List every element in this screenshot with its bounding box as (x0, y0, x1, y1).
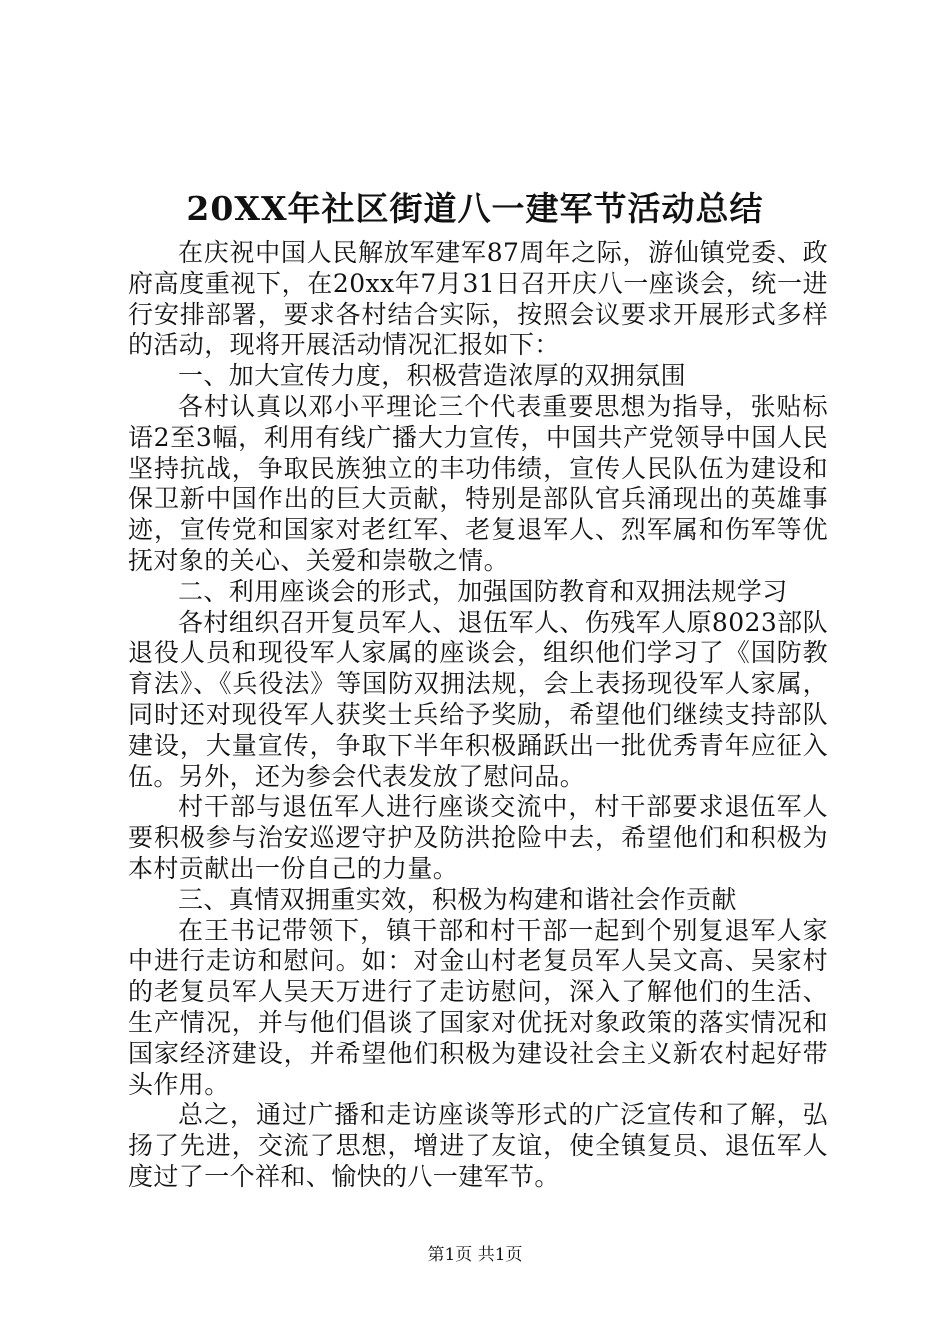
intro-paragraph: 在庆祝中国人民解放军建军87周年之际，游仙镇党委、政府高度重视下，在20xx年7月31日召开庆八一座谈会，统一进行安排部署，要求各村结合实际，按照会议要求开展形式多样的活动，现将开展活动情况汇报如下： (128, 238, 828, 360)
section-heading-3: 三、真情双拥重实效，积极为构建和谐社会作贡献 (178, 884, 737, 914)
section-heading-1: 一、加大宣传力度，积极营造浓厚的双拥氛围 (178, 361, 687, 391)
section-heading-2: 二、利用座谈会的形式，加强国防教育和双拥法规学习 (178, 576, 788, 606)
conclusion-paragraph: 总之，通过广播和走访座谈等形式的广泛宣传和了解，弘扬了先进，交流了思想，增进了友谊，使全镇复员、退伍军人度过了一个祥和、愉快的八一建军节。 (128, 1100, 828, 1191)
document-body (128, 238, 828, 1193)
section-2-paragraph-2: 村干部与退伍军人进行座谈交流中，村干部要求退伍军人要积极参与治安巡逻守护及防洪抢险中去，希望他们和积极为本村贡献出一份自己的力量。 (128, 792, 828, 883)
section-3-paragraph: 在王书记带领下，镇干部和村干部一起到个别复退军人家中进行走访和慰问。如：对金山村老复员军人吴文高、吴家村的老复员军人吴天万进行了走访慰问，深入了解他们的生活、生产情况，并与他们倡谈了国家对优抚对象政策的落实情况和国家经济建设，并希望他们积极为建设社会主义新农村起好带头作用。 (128, 915, 828, 1099)
page-footer: 第1页 共1页 (427, 1245, 523, 1265)
section-1-paragraph: 各村认真以邓小平理论三个代表重要思想为指导，张贴标语2至3幅，利用有线广播大力宣传，中国共产党领导中国人民坚持抗战，争取民族独立的丰功伟绩，宣传人民队伍为建设和保卫新中国作出的巨大贡献，特别是部队官兵涌现出的英雄事迹，宣传党和国家对老红军、老复退军人、烈军属和伤军等优抚对象的关心、关爱和崇敬之情。 (128, 391, 828, 575)
section-2-paragraph-1: 各村组织召开复员军人、退伍军人、伤残军人原8023部队退役人员和现役军人家属的座谈会，组织他们学习了《国防教育法》、《兵役法》等国防双拥法规，会上表扬现役军人家属，同时还对现役军人获奖士兵给予奖励，希望他们继续支持部队建设，大量宣传，争取下半年积极踊跃出一批优秀青年应征入伍。另外，还为参会代表发放了慰问品。 (128, 607, 828, 791)
document-title: 20XX年社区街道八一建军节活动总结 (186, 189, 764, 228)
